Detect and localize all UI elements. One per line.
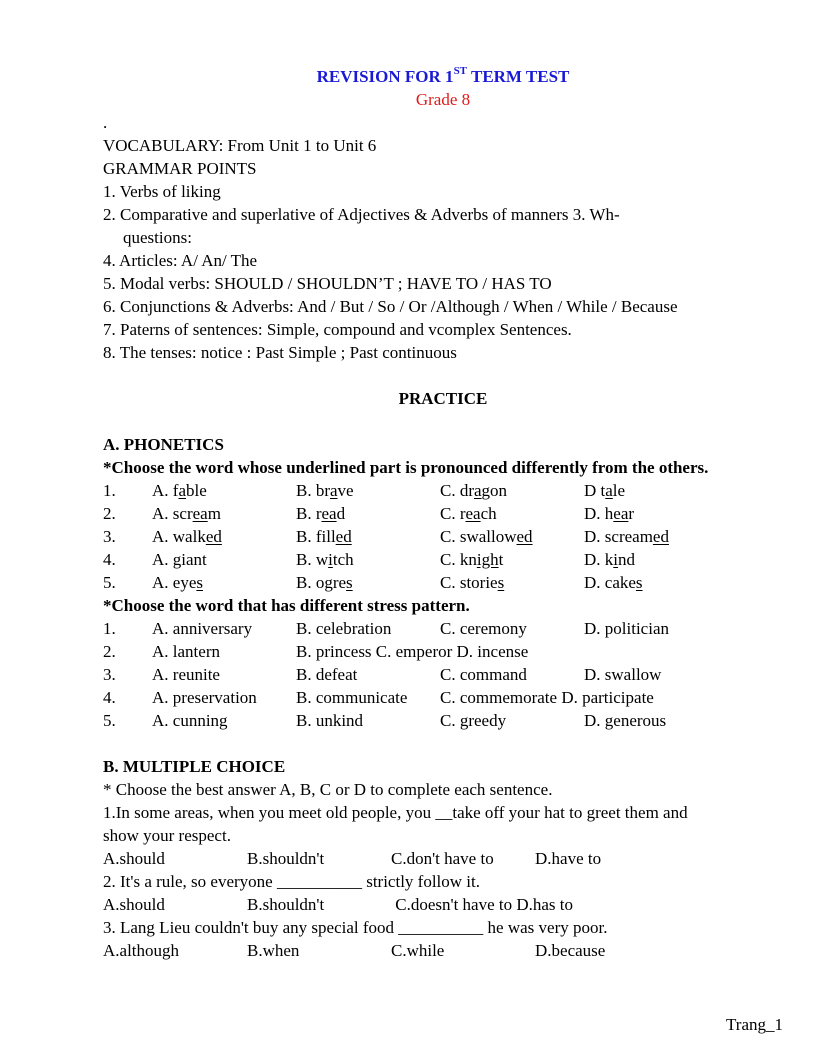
- underlined-part: a: [605, 481, 613, 500]
- question-number: 1.: [103, 619, 116, 638]
- multiple-choice-heading: B. MULTIPLE CHOICE: [103, 757, 286, 776]
- question-number: 5.: [103, 573, 116, 592]
- question-row: [103, 479, 783, 502]
- grammar-point: questions:: [123, 228, 192, 247]
- document-page: [103, 65, 783, 962]
- question-row: [103, 617, 783, 640]
- pronunciation-questions: [103, 479, 783, 594]
- answer-option: A. preservation: [152, 688, 257, 707]
- underlined-part: ea: [613, 504, 629, 523]
- title-superscript: ST: [453, 65, 468, 78]
- underlined-part: s: [346, 573, 353, 592]
- underlined-part: ed: [205, 527, 222, 546]
- answer-option: C. greedy: [440, 711, 507, 730]
- answer-option: A. walked: [152, 527, 222, 546]
- phonetics-heading: A. PHONETICS: [103, 435, 224, 454]
- answer-option: C. knight: [440, 550, 504, 569]
- answer-option: A. scream: [152, 504, 221, 523]
- grammar-point: 7. Paterns of sentences: Simple, compound and vcomplex Sentences.: [103, 320, 572, 339]
- answer-option: B. defeat: [296, 665, 358, 684]
- answer-row: [103, 847, 783, 870]
- phonetics-instruction: *Choose the word whose underlined part is pronounced differently from the others.: [103, 458, 709, 477]
- question-text: 1.In some areas, when you meet old people, you __take off your hat to greet them and: [103, 803, 688, 822]
- underlined-part: ea: [321, 504, 337, 523]
- answer-option: B. princess C. emperor D. incense: [296, 642, 529, 661]
- underlined-part: ed: [335, 527, 352, 546]
- question-row: [103, 548, 783, 571]
- answer-option: C. reach: [440, 504, 497, 523]
- question-number: 2.: [103, 642, 116, 661]
- answer-option: D.because: [535, 941, 606, 960]
- answer-option: B. filled: [296, 527, 352, 546]
- answer-option: D.have to: [535, 849, 602, 868]
- underlined-part: s: [196, 573, 203, 592]
- underlined-part: ed: [516, 527, 533, 546]
- underlined-part: s: [635, 573, 643, 592]
- answer-option: D. kind: [584, 550, 636, 569]
- question-number: 3.: [103, 665, 116, 684]
- grammar-point: 4. Articles: A/ An/ The: [103, 251, 258, 270]
- question-text: 3. Lang Lieu couldn't buy any special food __________ he was very poor.: [103, 918, 608, 937]
- answer-option: B. witch: [296, 550, 354, 569]
- vocabulary-line: VOCABULARY: From Unit 1 to Unit 6: [103, 136, 377, 155]
- document-subtitle: Grade 8: [415, 90, 471, 109]
- grammar-point: 5. Modal verbs: SHOULD / SHOULDN’T ; HAVE TO / HAS TO: [103, 274, 552, 293]
- answer-option: C. swallowed: [440, 527, 533, 546]
- question-row: [103, 640, 783, 663]
- grammar-heading: GRAMMAR POINTS: [103, 159, 257, 178]
- underlined-part: s: [497, 573, 505, 592]
- answer-option: B. communicate: [296, 688, 408, 707]
- document-title: [103, 65, 783, 88]
- underlined-part: i: [328, 550, 333, 569]
- question-number: 3.: [103, 527, 116, 546]
- underlined-part: a: [474, 481, 482, 500]
- question-row: [103, 686, 783, 709]
- grammar-point: 8. The tenses: notice : Past Simple ; Past continuous: [103, 343, 457, 362]
- grammar-point: 2. Comparative and superlative of Adjectives & Adverbs of manners 3. Wh-: [103, 205, 620, 224]
- answer-option: A.although: [103, 941, 180, 960]
- answer-row: [103, 893, 783, 916]
- practice-heading: PRACTICE: [398, 389, 488, 408]
- answer-option: A. reunite: [152, 665, 220, 684]
- answer-option: D. generous: [584, 711, 667, 730]
- answer-option: C.while: [391, 941, 445, 960]
- question-number: 1.: [103, 481, 116, 500]
- answer-option: D. hear: [584, 504, 635, 523]
- page-number: Trang_1: [726, 1015, 783, 1034]
- question-row: [103, 525, 783, 548]
- answer-option: B. brave: [296, 481, 354, 500]
- answer-option: D. politician: [584, 619, 669, 638]
- answer-option: D. cakes: [584, 573, 643, 592]
- answer-option: C.don't have to: [391, 849, 494, 868]
- answer-option: C. stories: [440, 573, 505, 592]
- title-text-end: TERM TEST: [467, 67, 570, 86]
- question-text-continued: show your respect.: [103, 826, 231, 845]
- answer-option: B.shouldn't: [247, 849, 325, 868]
- answer-option: C. commemorate D. participate: [440, 688, 654, 707]
- underlined-part: ed: [652, 527, 669, 546]
- question-row: [103, 571, 783, 594]
- answer-option: D. swallow: [584, 665, 662, 684]
- underlined-part: ea: [192, 504, 208, 523]
- stray-dot: .: [103, 113, 108, 132]
- underlined-part: igh: [476, 550, 499, 569]
- answer-option: B. ogres: [296, 573, 353, 592]
- multiple-choice-questions: [103, 801, 783, 962]
- answer-option: D. screamed: [584, 527, 669, 546]
- answer-row: [103, 939, 783, 962]
- answer-option: A. cunning: [152, 711, 228, 730]
- answer-option: A. lantern: [152, 642, 220, 661]
- underlined-part: g: [172, 550, 182, 569]
- underlined-part: a: [178, 481, 186, 500]
- answer-option: C. command: [440, 665, 527, 684]
- question-number: 5.: [103, 711, 116, 730]
- answer-option: A.should: [103, 895, 165, 914]
- question-row: [103, 709, 783, 732]
- answer-option: B. read: [296, 504, 346, 523]
- answer-option: B. unkind: [296, 711, 364, 730]
- underlined-part: a: [330, 481, 338, 500]
- question-row: [103, 663, 783, 686]
- answer-option: A. eyes: [152, 573, 203, 592]
- answer-option: B. celebration: [296, 619, 392, 638]
- question-row: [103, 502, 783, 525]
- answer-option: B.when: [247, 941, 300, 960]
- underlined-part: i: [613, 550, 619, 569]
- answer-option: C. ceremony: [440, 619, 527, 638]
- answer-option: C.doesn't have to D.has to: [391, 895, 574, 914]
- underlined-part: ea: [465, 504, 481, 523]
- answer-option: A.should: [103, 849, 165, 868]
- stress-instruction: *Choose the word that has different stress pattern.: [103, 596, 470, 615]
- question-number: 4.: [103, 688, 116, 707]
- question-number: 4.: [103, 550, 116, 569]
- answer-option: C. dragon: [440, 481, 508, 500]
- question-text: 2. It's a rule, so everyone __________ strictly follow it.: [103, 872, 480, 891]
- grammar-point: 6. Conjunctions & Adverbs: And / But / So / Or /Although / When / While / Because: [103, 297, 678, 316]
- grammar-point: 1. Verbs of liking: [103, 182, 221, 201]
- title-text: REVISION FOR 1: [316, 67, 454, 86]
- question-number: 2.: [103, 504, 116, 523]
- answer-option: A. giant: [152, 550, 207, 569]
- stress-questions: [103, 617, 783, 732]
- multiple-choice-instruction: * Choose the best answer A, B, C or D to complete each sentence.: [103, 780, 553, 799]
- answer-option: D tale: [584, 481, 626, 500]
- answer-option: A. fable: [152, 481, 207, 500]
- answer-option: A. anniversary: [152, 619, 253, 638]
- answer-option: B.shouldn't: [247, 895, 325, 914]
